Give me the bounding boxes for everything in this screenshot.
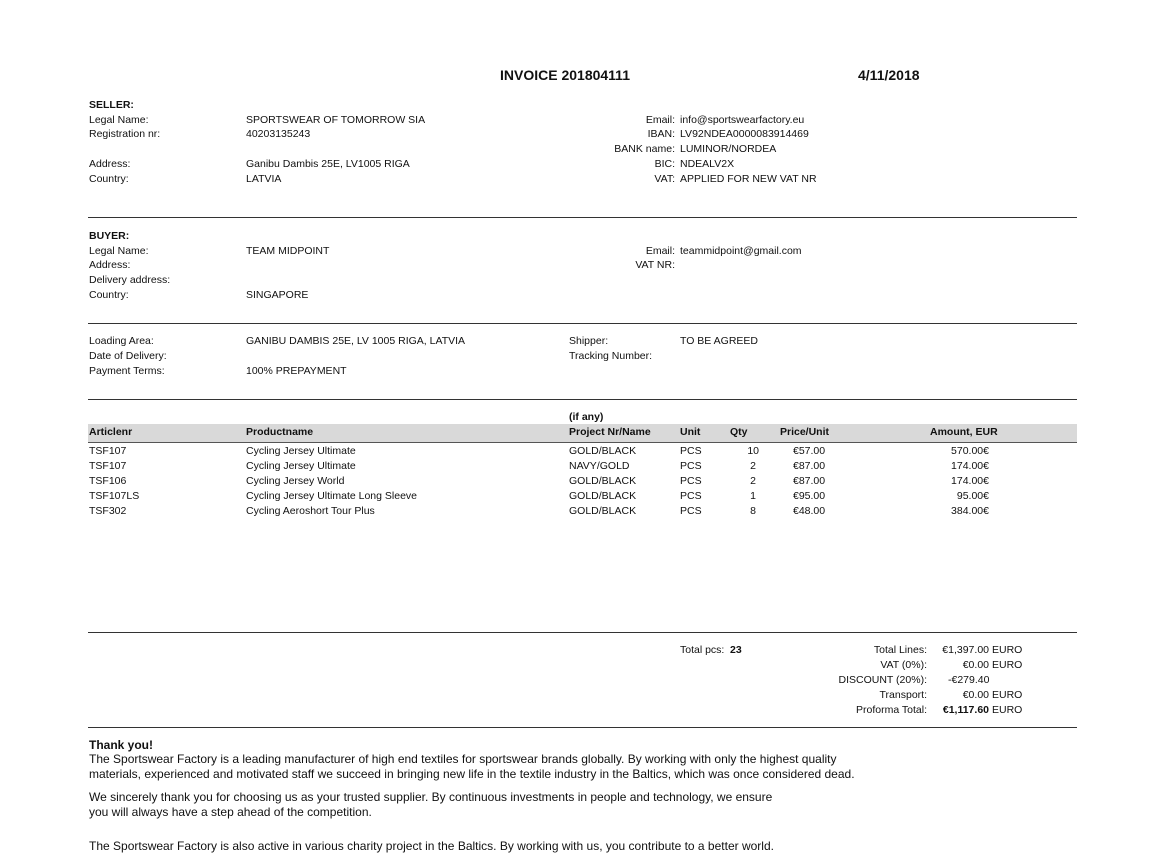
seller-legal-name: SPORTSWEAR OF TOMORROW SIA [246,114,426,126]
thank-you-heading: Thank you! [89,738,154,752]
transport-value: €0.00 [962,689,989,701]
table-cell-qty: 8 [750,505,756,517]
proforma-total-unit: EURO [992,704,1023,716]
divider-buyer [88,323,1077,324]
table-cell-unit: PCS [680,475,702,487]
buyer-label-delivery-address: Delivery address: [89,274,171,286]
seller-label-country: Country: [89,173,129,185]
table-cell-amount: 95.00€ [956,490,989,502]
buyer-label-address: Address: [89,259,131,271]
table-cell-qty: 2 [750,460,756,472]
shipping-shipper: TO BE AGREED [680,335,758,347]
buyer-label-vat: VAT NR: [635,259,675,271]
proforma-total-label: Proforma Total: [855,704,927,716]
table-header-qty: Qty [730,426,748,438]
total-pcs-value: 23 [730,644,742,656]
table-cell-product: Cycling Aeroshort Tour Plus [246,505,375,517]
shipping-payment-terms: 100% PREPAYMENT [246,365,347,377]
seller-label-address: Address: [89,158,131,170]
total-lines-value: €1,397.00 [942,644,989,656]
table-header-productname: Productname [246,426,314,438]
table-cell-price: €48.00 [793,505,826,517]
seller-heading: SELLER: [89,99,134,111]
total-lines-label: Total Lines: [873,644,927,656]
buyer-label-country: Country: [89,289,129,301]
vat-value: €0.00 [962,659,989,671]
table-cell-price: €87.00 [793,475,826,487]
table-cell-qty: 1 [750,490,756,502]
shipping-label-date-of-delivery: Date of Delivery: [89,350,167,362]
table-cell-amount: 384.00€ [951,505,989,517]
table-cell-amount: 174.00€ [951,475,989,487]
table-header-underline [88,442,1077,443]
seller-label-legal-name: Legal Name: [89,114,149,126]
footer-paragraph-1: The Sportswear Factory is a leading manufacturer of high end textiles for sportswear brands globally. By working with only the highest quality materials, experienced and motivated staff we succeed in bringing new life in the textile industry in the Baltics, which was once considered dead. [89,752,855,781]
seller-registration: 40203135243 [246,128,311,140]
table-header-price: Price/Unit [780,426,830,438]
seller-label-bic: BIC: [654,158,675,170]
table-cell-price: €95.00 [793,490,826,502]
table-cell-project: GOLD/BLACK [569,445,637,457]
seller-bank: LUMINOR/NORDEA [680,143,777,155]
table-header-unit: Unit [680,426,701,438]
shipping-label-shipper: Shipper: [569,335,609,347]
table-cell-project: GOLD/BLACK [569,475,637,487]
shipping-label-loading-area: Loading Area: [89,335,154,347]
table-cell-qty: 2 [750,475,756,487]
invoice-date: 4/11/2018 [858,67,920,83]
total-lines-unit: EURO [992,644,1023,656]
discount-label: DISCOUNT (20%): [838,674,927,686]
seller-address: Ganibu Dambis 25E, LV1005 RIGA [246,158,410,170]
seller-label-email: Email: [645,114,675,126]
seller-iban: LV92NDEA0000083914469 [680,128,809,140]
shipping-loading-area: GANIBU DAMBIS 25E, LV 1005 RIGA, LATVIA [246,335,466,347]
table-cell-unit: PCS [680,445,702,457]
divider-seller [88,217,1077,218]
table-header-articlenr: Articlenr [89,426,133,438]
table-cell-amount: 174.00€ [951,460,989,472]
seller-label-registration: Registration nr: [89,128,161,140]
table-cell-unit: PCS [680,460,702,472]
discount-value: -€279.40 [948,674,990,686]
shipping-label-payment-terms: Payment Terms: [89,365,165,377]
table-cell-price: €57.00 [793,445,826,457]
table-header-amount: Amount, EUR [930,426,998,438]
table-cell-article: TSF107LS [89,490,140,502]
table-cell-article: TSF107 [89,460,127,472]
table-cell-amount: 570.00€ [951,445,989,457]
table-cell-product: Cycling Jersey Ultimate [246,460,356,472]
seller-vat: APPLIED FOR NEW VAT NR [680,173,817,185]
footer-paragraph-3: The Sportswear Factory is also active in various charity project in the Baltics. By working with us, you contribute to a better world. [89,839,774,853]
table-cell-unit: PCS [680,505,702,517]
buyer-email: teammidpoint@gmail.com [680,245,802,257]
table-cell-product: Cycling Jersey World [246,475,345,487]
total-pcs-label: Total pcs: [680,644,725,656]
shipping-label-tracking: Tracking Number: [569,350,653,362]
table-cell-project: GOLD/BLACK [569,505,637,517]
vat-unit: EURO [992,659,1023,671]
proforma-total-value: €1,117.60 [942,704,989,716]
footer-paragraph-2: We sincerely thank you for choosing us as your trusted supplier. By continuous investments in people and technology, we ensure you will always have a step ahead of the competition. [89,790,773,819]
table-header-project: Project Nr/Name [569,426,651,438]
divider-table-end [88,632,1077,633]
seller-label-bank: BANK name: [614,143,675,155]
invoice-title: INVOICE 201804111 [500,67,630,83]
table-cell-article: TSF106 [89,475,127,487]
seller-label-iban: IBAN: [647,128,675,140]
table-cell-project: NAVY/GOLD [569,460,630,472]
seller-label-vat: VAT: [654,173,675,185]
table-pre-header: (if any) [569,411,604,423]
vat-label: VAT (0%): [880,659,927,671]
table-cell-product: Cycling Jersey Ultimate [246,445,356,457]
transport-unit: EURO [992,689,1023,701]
divider-totals [88,727,1077,728]
seller-bic: NDEALV2X [680,158,735,170]
table-cell-product: Cycling Jersey Ultimate Long Sleeve [246,490,417,502]
table-cell-article: TSF302 [89,505,127,517]
seller-country: LATVIA [246,173,282,185]
buyer-label-legal-name: Legal Name: [89,245,149,257]
table-cell-qty: 10 [747,445,759,457]
buyer-legal-name: TEAM MIDPOINT [246,245,330,257]
buyer-heading: BUYER: [89,230,130,242]
buyer-country: SINGAPORE [246,289,309,301]
buyer-label-email: Email: [645,245,675,257]
seller-email: info@sportswearfactory.eu [680,114,805,126]
table-cell-article: TSF107 [89,445,127,457]
table-cell-price: €87.00 [793,460,826,472]
transport-label: Transport: [879,689,927,701]
divider-shipping [88,399,1077,400]
table-cell-project: GOLD/BLACK [569,490,637,502]
table-cell-unit: PCS [680,490,702,502]
